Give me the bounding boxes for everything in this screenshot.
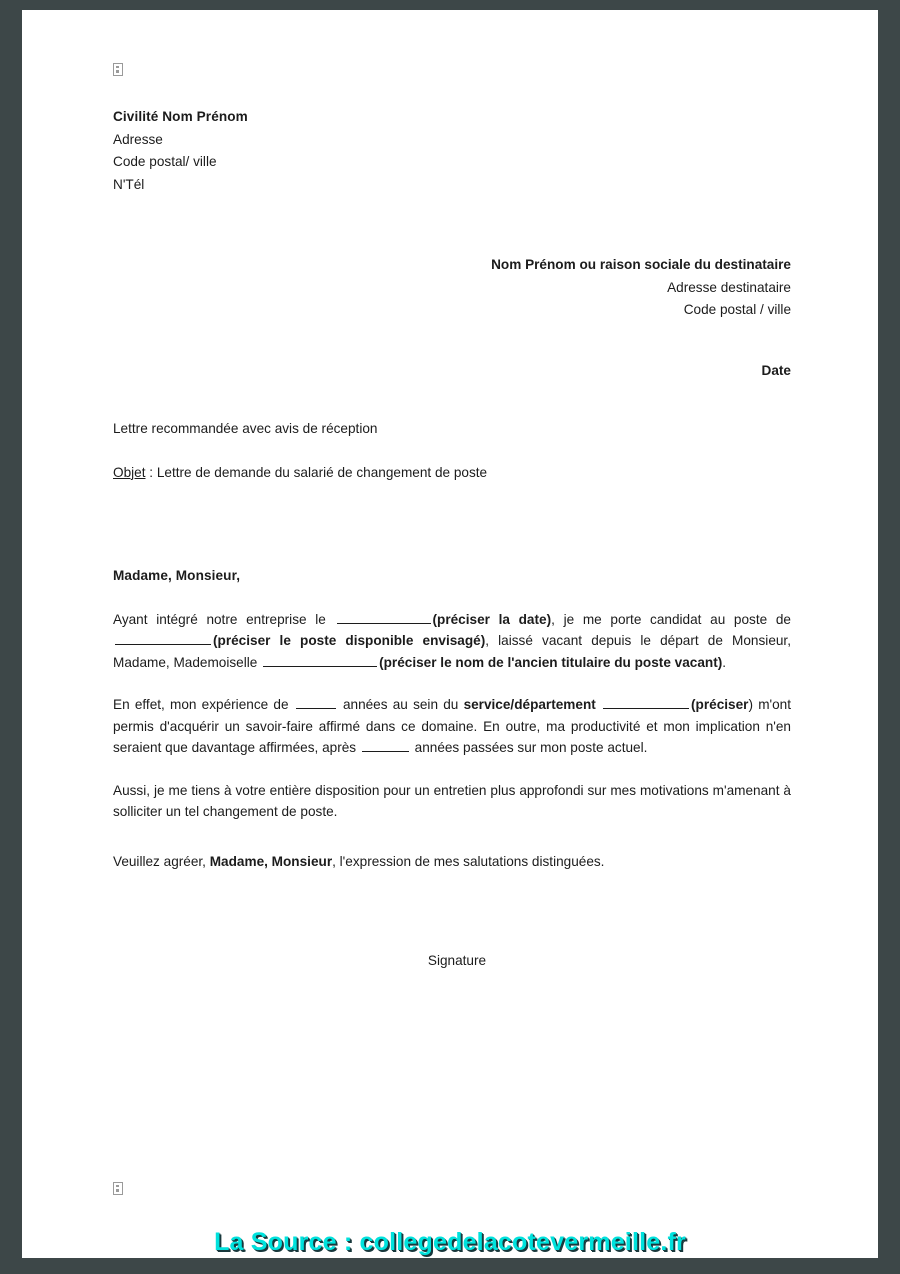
recipient-block xyxy=(113,254,791,322)
p2-text-4: ) m'ont permis d'acquérir un savoir-faire affirmé dans ce domaine. En outre, ma productivité et mon implication n'en seraient que davantage affirmées, après xyxy=(113,697,792,755)
p2-text-1: En effet, mon expérience de xyxy=(113,697,294,712)
missing-glyph-placeholder-bottom xyxy=(113,1180,123,1198)
p1-text-2: , je me porte candidat au poste de xyxy=(551,611,791,627)
greeting-line: Madame, Monsieur, xyxy=(113,567,241,583)
blank-field-service xyxy=(603,696,689,709)
sender-name: Civilité Nom Prénom xyxy=(113,109,248,124)
document-page xyxy=(22,10,878,1258)
p2-bold-service: service/département xyxy=(463,697,596,712)
subject-line xyxy=(113,462,791,484)
recipient-postal-city: Code postal / ville xyxy=(683,302,791,317)
paragraph-1 xyxy=(113,609,791,674)
missing-glyph-box-icon-bottom xyxy=(113,1182,123,1195)
missing-glyph-box-icon xyxy=(113,63,123,76)
p1-hint-1: (préciser la date) xyxy=(432,611,552,627)
blank-field-annees-2 xyxy=(362,739,409,752)
subject-label: Objet xyxy=(113,464,146,480)
p1-text-1: Ayant intégré notre entreprise le xyxy=(113,611,335,627)
recipient-address: Adresse destinataire xyxy=(667,279,791,295)
blank-field-poste xyxy=(115,632,211,645)
p1-text-4: . xyxy=(722,654,727,670)
date-label: Date xyxy=(761,362,791,378)
signature-label: Signature xyxy=(427,953,487,968)
closing-text-2: , l'expression de mes salutations distinguées. xyxy=(332,853,605,869)
paragraph-2 xyxy=(113,694,791,759)
closing-line xyxy=(113,851,791,873)
p1-text-3: , laissé vacant depuis le départ de Monsieur, Madame, Mademoiselle xyxy=(113,633,791,670)
p2-text-2: années au sein du xyxy=(337,697,464,712)
sender-block xyxy=(113,106,791,196)
missing-glyph-placeholder-top xyxy=(113,58,791,72)
blank-field-date xyxy=(337,611,431,624)
p1-hint-3: (préciser le nom de l'ancien titulaire du poste vacant) xyxy=(379,654,723,670)
sender-address: Adresse xyxy=(113,131,163,147)
p2-hint-preciser: (préciser xyxy=(691,697,749,712)
sender-phone: N'Tél xyxy=(113,176,145,192)
subject-text: Lettre de demande du salarié de changement de poste xyxy=(156,464,488,480)
closing-text-1: Veuillez agréer, xyxy=(113,853,210,869)
sender-postal-city: Code postal/ ville xyxy=(113,154,217,169)
recipient-name: Nom Prénom ou raison sociale du destinataire xyxy=(491,257,791,272)
p2-text-5: années passées sur mon poste actuel. xyxy=(410,740,648,755)
p1-hint-2: (préciser le poste disponible envisagé) xyxy=(213,633,486,648)
p2-text-3 xyxy=(596,697,601,712)
paragraph-3: Aussi, je me tiens à votre entière disposition pour un entretien plus approfondi sur mes motivations m'amenant à solliciter un tel changement de poste. xyxy=(113,782,791,819)
document-body xyxy=(113,58,791,972)
source-watermark: La Source : collegedelacotevermeille.fr xyxy=(214,1228,686,1256)
blank-field-nom xyxy=(263,654,377,667)
mailing-method-line: Lettre recommandée avec avis de réception xyxy=(113,420,378,436)
subject-separator: : xyxy=(145,464,157,480)
frame-bottom-strip xyxy=(0,1258,900,1274)
blank-field-annees-1 xyxy=(296,696,336,709)
closing-bold: Madame, Monsieur xyxy=(209,853,333,869)
